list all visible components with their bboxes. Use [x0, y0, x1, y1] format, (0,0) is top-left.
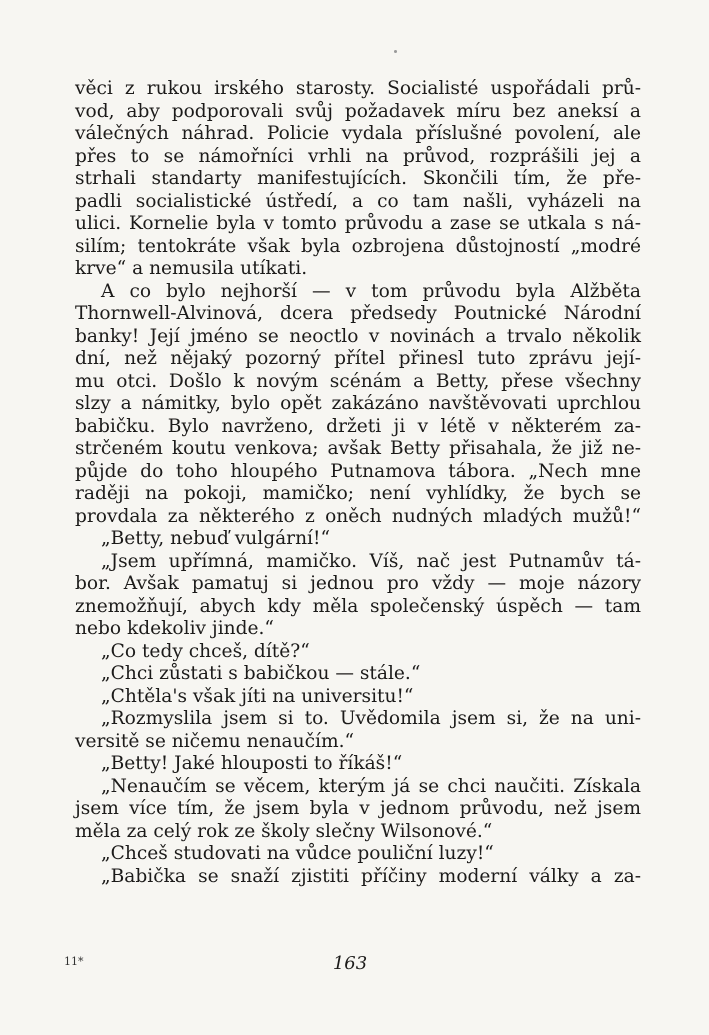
printer-signature: 11* — [64, 955, 84, 968]
text-line: padli socialistické ústředí, a co tam našli, vyházeli na — [75, 190, 641, 212]
body-text — [75, 78, 641, 888]
text-line: „Betty! Jaké hlouposti to říkáš!“ — [101, 753, 403, 774]
text-line: věci z rukou irského starosty. Socialisté uspořádali prů- — [75, 78, 641, 99]
text-line: přes to se námořníci vrhli na průvod, rozprášili jej a — [75, 145, 641, 167]
page-speck — [394, 50, 397, 53]
text-line: „Babička se snaží zjistiti příčiny moderní války a za- — [101, 865, 641, 887]
text-line: Thornwell-Alvinová, dcera předsedy Poutnické Národní — [75, 303, 641, 324]
text-line: půjde do toho hloupého Putnamova tábora. „Nech mne — [75, 460, 641, 482]
page-number: 163 — [332, 953, 368, 974]
text-line: nebo kdekoliv jinde.“ — [75, 618, 274, 639]
text-line: versitě se ničemu nenaučím.“ — [75, 730, 355, 752]
text-line: „Chceš studovati na vůdce pouliční luzy!“ — [101, 843, 494, 864]
text-line: raději na pokoji, mamičko; není vyhlídky, že bych se — [75, 483, 641, 504]
text-line: slzy a námitky, bylo opět zakázáno navštěvovati uprchlou — [75, 393, 641, 414]
text-line: banky! Její jméno se neoctlo v novinách a trvalo několik — [75, 325, 641, 347]
text-line: jsem více tím, že jsem byla v jednom průvodu, než jsem — [75, 798, 641, 819]
text-line: „Nenaučím se věcem, kterým já se chci naučiti. Získala — [101, 775, 641, 797]
text-line: „Betty, nebuď vulgární!“ — [101, 528, 330, 549]
text-line: „Co tedy chceš, dítě?“ — [101, 640, 310, 662]
text-line: babičku. Bylo navrženo, držeti ji v létě v některém za- — [75, 415, 641, 437]
text-line: „Chtěla's však jíti na universitu!“ — [101, 685, 414, 707]
text-line: vod, aby podporovali svůj požadavek míru bez aneksí a — [75, 100, 641, 122]
text-line: mu otci. Došlo k novým scénám a Betty, přese všechny — [75, 370, 641, 392]
text-line: A co bylo nejhorší — v tom průvodu byla Alžběta — [101, 280, 641, 302]
text-line: strhali standarty manifestujících. Skončili tím, že pře- — [75, 168, 641, 189]
text-line: znemožňují, abych kdy měla společenský úspěch — tam — [75, 595, 641, 617]
text-line: krve“ a nemusila utíkati. — [75, 258, 308, 279]
text-line: „Rozmyslila jsem si to. Uvědomila jsem si, že na uni- — [101, 708, 641, 729]
text-line: „Chci zůstati s babičkou — stále.“ — [101, 663, 421, 684]
text-line: bor. Avšak pamatuj si jednou pro vždy — moje názory — [75, 573, 641, 594]
text-line: „Jsem upřímná, mamičko. Víš, nač jest Putnamův tá- — [101, 550, 641, 572]
text-line: ulici. Kornelie byla v tomto průvodu a zase se utkala s ná- — [75, 213, 641, 234]
text-line: válečných náhrad. Policie vydala příslušné povolení, ale — [75, 123, 641, 144]
text-line: provdala za některého z oněch nudných mladých mužů!“ — [75, 505, 641, 527]
text-line: silím; tentokráte však byla ozbrojena důstojností „modré — [75, 235, 641, 257]
text-line: měla za celý rok ze školy slečny Wilsonové.“ — [75, 820, 493, 842]
text-line: dní, než nějaký pozorný přítel přinesl tuto zprávu její- — [75, 348, 641, 369]
text-line: strčeném koutu venkova; avšak Betty přisahala, že již ne- — [75, 438, 641, 459]
